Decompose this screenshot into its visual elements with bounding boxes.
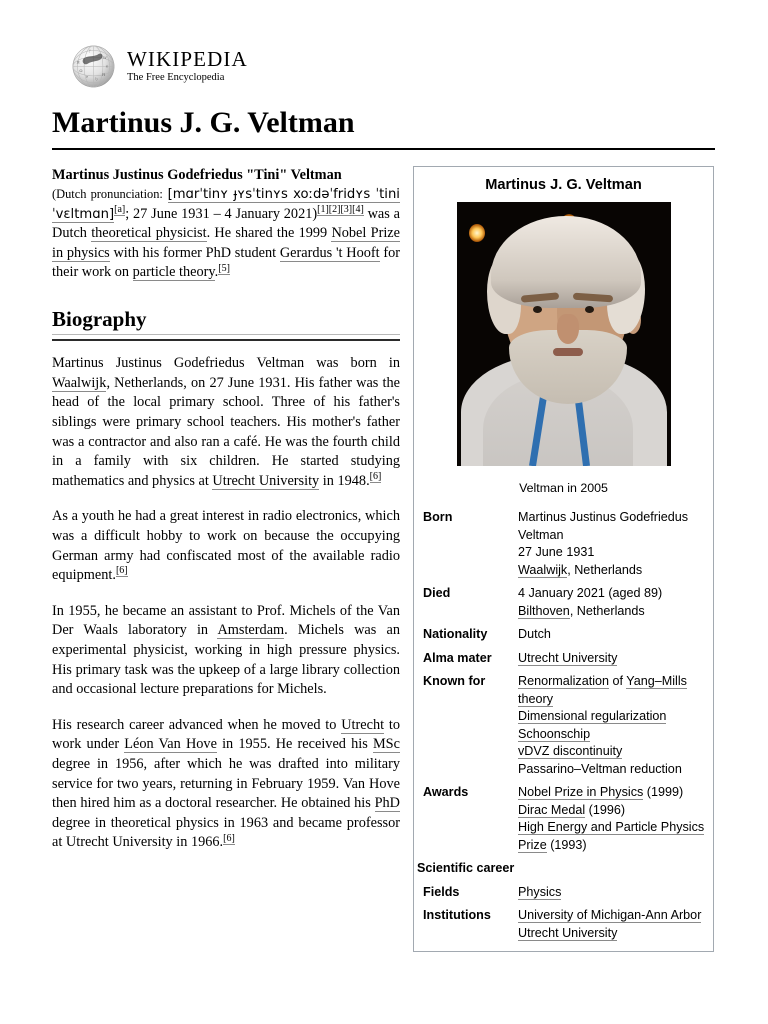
infobox-value-line	[518, 761, 705, 779]
infobox-text: Veltman	[518, 527, 564, 542]
infobox-link[interactable]: High Energy and Particle Physics Prize	[518, 820, 705, 852]
link-waalwijk[interactable]: Waalwijk	[52, 374, 107, 391]
lead-text-4: for their work on	[52, 244, 401, 281]
content-area	[52, 166, 716, 940]
svg-text:ת: ת	[85, 74, 89, 79]
infobox-rows	[414, 506, 713, 945]
infobox-value-line	[518, 544, 705, 562]
infobox-value-line	[518, 784, 705, 802]
section-heading-divider	[52, 334, 400, 341]
svg-text:り: り	[94, 77, 99, 82]
infobox-row-label: Known for	[423, 674, 486, 688]
infobox-row-value	[515, 623, 713, 647]
link-utrecht[interactable]: Utrecht	[341, 716, 385, 733]
infobox-value-line	[518, 726, 705, 744]
infobox-value-line	[518, 819, 705, 854]
biography-paragraph-3	[52, 602, 400, 700]
svg-text:א: א	[105, 63, 108, 68]
infobox-link[interactable]: Renormalization	[518, 674, 609, 688]
infobox-row	[414, 881, 713, 905]
infobox-link[interactable]: Utrecht University	[518, 650, 618, 665]
infobox-value-line	[518, 884, 705, 902]
wikipedia-globe-logo	[70, 43, 117, 90]
infobox-row-value	[515, 904, 713, 945]
infobox-text: Dutch	[518, 627, 551, 641]
infobox	[413, 166, 714, 953]
link-amsterdam[interactable]: Amsterdam	[217, 622, 285, 639]
infobox-row	[414, 904, 713, 945]
eye-left	[533, 306, 542, 313]
infobox-value-line	[518, 743, 705, 761]
infobox-row-value	[515, 670, 713, 781]
link-gerardus-t-hooft[interactable]: Gerardus 't Hooft	[279, 244, 380, 261]
bio-p4-text-c: in 1955. He received his	[216, 736, 373, 753]
infobox-subheader-row	[414, 857, 713, 881]
infobox-subheader: Scientific career	[417, 861, 515, 875]
infobox-image-caption: Veltman in 2005	[519, 480, 608, 495]
infobox-link[interactable]: Yang–Mills theory	[518, 674, 687, 706]
infobox-row-label: Born	[423, 510, 453, 524]
infobox-value-line	[518, 585, 705, 603]
svg-text:ᚠ: ᚠ	[88, 48, 92, 53]
infobox-row-label: Died	[423, 586, 451, 600]
infobox-value-line	[518, 925, 705, 943]
mouth	[553, 348, 583, 356]
biography-paragraph-2	[52, 507, 400, 585]
infobox-text: Martinus Justinus Godefriedus	[518, 510, 689, 524]
masthead	[52, 0, 716, 92]
bio-p1-text-b: , Netherlands, on 27 June 1931. His father was the head of the local primary school. Three of his father's siblings were primary school teachers. His mother's father was a contractor and also ran a café. He was the fourth child in a family with six children. He started studying mathematics and physics at	[52, 374, 400, 489]
lead-paragraph	[52, 166, 400, 284]
infobox-text: , Netherlands	[569, 603, 645, 618]
bio-p3-text-b: . Michels was an experimental physicist, working in high pressure physics. His primary task was the upkeep of a large library collection and occasional lecture preparations for Michels.	[52, 622, 400, 698]
infobox-value-line	[518, 509, 705, 527]
link-theoretical-physicist[interactable]: theoretical physicist	[91, 225, 207, 242]
footnote-6[interactable]: [6]	[223, 832, 235, 844]
infobox-link[interactable]: Bilthoven	[518, 603, 570, 618]
lead-bold-name: Martinus Justinus Godefriedus "Tini" Veltman	[52, 166, 342, 183]
infobox-link[interactable]: Utrecht University	[518, 925, 618, 940]
infobox-row-value	[515, 647, 713, 671]
bio-p1-text-c: in 1948.	[319, 472, 370, 489]
lead-text-2: . He shared the 1999	[206, 225, 332, 242]
infobox-link[interactable]: Dimensional regularization	[518, 709, 667, 723]
infobox-row	[414, 623, 713, 647]
infobox-text: (1999)	[643, 785, 684, 799]
infobox-text: 27 June 1931	[518, 545, 595, 559]
infobox-table	[414, 506, 713, 945]
infobox-value-line	[518, 802, 705, 820]
wordmark-main: WIKIPEDIA	[127, 46, 248, 71]
infobox-link[interactable]: Schoonschip	[518, 726, 591, 741]
section-heading-biography: Biography	[52, 307, 147, 332]
infobox-image-wrapper	[414, 202, 713, 474]
infobox-text: , Netherlands	[567, 562, 643, 577]
svg-text:W: W	[102, 55, 107, 60]
infobox-value-line	[518, 673, 705, 708]
infobox-row	[414, 647, 713, 671]
infobox-row	[414, 781, 713, 857]
link-utrecht-university[interactable]: Utrecht University	[212, 472, 320, 489]
light-orb	[469, 224, 485, 242]
infobox-text: (1996)	[585, 802, 626, 817]
infobox-row-value	[515, 781, 713, 857]
infobox-row-value	[515, 582, 713, 623]
eye-right	[585, 306, 594, 313]
footnote-1234[interactable]: [1][2][3][4]	[317, 203, 364, 215]
infobox-row-value	[515, 506, 713, 582]
infobox-link[interactable]: Nobel Prize in Physics	[518, 785, 644, 799]
infobox-row-value	[515, 881, 713, 905]
infobox-value-line	[518, 626, 705, 644]
svg-text:Я: Я	[76, 60, 80, 65]
infobox-row-label: Awards	[423, 785, 469, 799]
footnote-6[interactable]: [6]	[369, 471, 382, 483]
svg-text:Ω: Ω	[79, 68, 83, 73]
nose	[557, 314, 579, 344]
bio-p4-text-d: degree in 1956, after which he was drafted into military service for two years, returning in February 1959. Van Hove then hired him as a doctoral researcher. He obtained his	[52, 755, 400, 812]
infobox-row-label: Alma mater	[423, 650, 492, 665]
link-particle-theory[interactable]: particle theory	[132, 264, 215, 281]
infobox-link[interactable]: University of Michigan-Ann Arbor	[518, 908, 702, 922]
bio-p2-text: As a youth he had a great interest in radio electronics, which was a difficult hobby to work on because the occupying German army had confiscated most of the available radio equipment.	[52, 508, 400, 584]
link-msc[interactable]: MSc	[372, 736, 400, 753]
infobox-link[interactable]: vDVZ discontinuity	[518, 744, 623, 758]
infobox-row	[414, 670, 713, 781]
pronunciation-label: (Dutch pronunciation:	[52, 187, 163, 202]
infobox-text: Passarino–Veltman reduction	[518, 761, 682, 776]
infobox-link[interactable]: Physics	[518, 884, 562, 899]
infobox-title: Martinus J. G. Veltman	[485, 176, 642, 193]
biography-paragraph-4	[52, 716, 400, 853]
infobox-row-label: Institutions	[423, 908, 491, 922]
bio-p4-text-b: to work under	[52, 716, 400, 753]
veltman-portrait-photo[interactable]	[457, 202, 671, 466]
link-nobel-prize-in-physics[interactable]: Nobel Prize in physics	[52, 225, 400, 261]
wikipedia-wordmark	[127, 46, 248, 84]
link-phd[interactable]: PhD	[374, 795, 400, 812]
lead-text-3: with his former PhD student	[109, 244, 280, 261]
lead-text-1: was a Dutch	[52, 205, 400, 242]
article-column	[52, 166, 400, 853]
bio-p4-text-a: His research career advanced when he moved to	[52, 716, 342, 733]
bio-p1-text-a: Martinus Justinus Godefriedus Veltman was born in	[52, 355, 400, 372]
ipa-pronunciation[interactable]: [mɑrˈtinʏ ɟʏsˈtinʏs xoːdəˈfridʏs ˈtini ˈvɛltmɑn]	[52, 187, 400, 222]
infobox-value-line	[518, 562, 705, 580]
lead-dates: ; 27 June 1931 – 4 January 2021)	[125, 205, 318, 222]
title-divider	[52, 148, 715, 150]
infobox-text: of	[609, 674, 627, 688]
infobox-link[interactable]: Waalwijk	[518, 562, 568, 577]
infobox-row-label: Nationality	[423, 627, 488, 641]
infobox-row	[414, 582, 713, 623]
infobox-text: (1993)	[546, 837, 587, 852]
footnote-5[interactable]: [5]	[218, 262, 230, 274]
biography-paragraph-1	[52, 354, 400, 491]
bio-p3-text-a: In 1955, he became an assistant to Prof. Michels of the Van Der Waals laboratory in	[52, 602, 400, 639]
infobox-text: 4 January 2021 (aged 89)	[518, 586, 663, 600]
infobox-value-line	[518, 907, 705, 925]
svg-text:Ħ: Ħ	[101, 72, 106, 77]
infobox-row-label: Fields	[423, 884, 460, 899]
link-leon-van-hove[interactable]: Léon Van Hove	[124, 736, 217, 753]
lead-text-5: .	[214, 264, 219, 281]
infobox-value-line	[518, 708, 705, 726]
infobox-value-line	[518, 527, 705, 545]
footnote-a[interactable]: [a]	[114, 203, 126, 215]
bio-p4-text-e: degree in theoretical physics in 1963 and became professor at Utrecht University in 1966.	[52, 814, 400, 851]
infobox-value-line	[518, 603, 705, 621]
infobox-row	[414, 506, 713, 582]
infobox-value-line	[518, 650, 705, 668]
footnote-6[interactable]: [6]	[115, 565, 128, 577]
infobox-link[interactable]: Dirac Medal	[518, 802, 586, 817]
wordmark-tagline: The Free Encyclopedia	[127, 71, 225, 83]
page-title: Martinus J. G. Veltman	[52, 106, 355, 139]
